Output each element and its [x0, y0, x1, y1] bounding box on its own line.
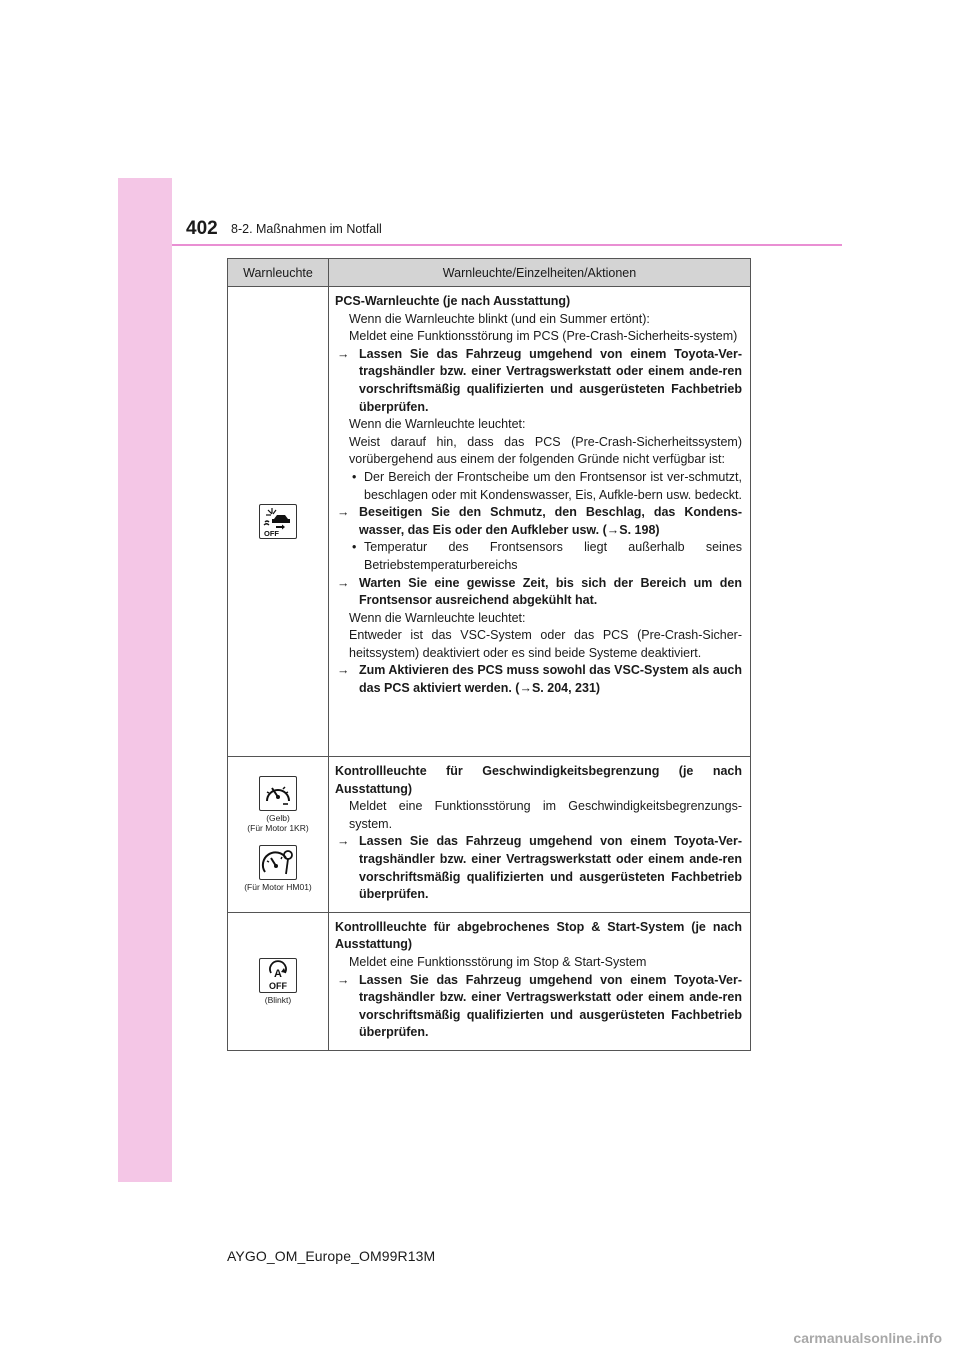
side-color-band	[118, 178, 172, 1182]
icon-cell	[228, 287, 329, 757]
icon-caption: (Gelb)	[266, 813, 290, 824]
footer-document-code: AYGO_OM_Europe_OM99R13M	[227, 1248, 436, 1264]
bullet-item: • Temperatur des Frontsensors liegt außerhalb seines Betriebstemperaturbereichs	[335, 539, 742, 574]
table-row	[228, 287, 751, 757]
bullet-icon: •	[352, 469, 357, 484]
paragraph-title: Kontrollleuchte für Geschwindigkeitsbegrenzung (je nach Ausstattung)	[335, 764, 742, 796]
stop-start-letter: A	[274, 967, 282, 980]
action-item: → Lassen Sie das Fahrzeug umgehend von einem Toyota-Ver-tragshändler bzw. einer Vertragswerkstatt oder einem ande-ren vorschriftsmäßig qualifizierten und ausgerüsteten Fachbetrieb überprüfen.	[337, 834, 742, 902]
paragraph: Meldet eine Funktionsstörung im Geschwindigkeitsbegrenzungs-system.	[349, 799, 742, 831]
paragraph: Wenn die Warnleuchte blinkt (und ein Summer ertönt):	[349, 311, 650, 326]
pcs-off-label: OFF	[264, 529, 279, 538]
paragraph-title: PCS-Warnleuchte (je nach Ausstattung)	[335, 294, 571, 308]
table-header-row	[228, 259, 751, 287]
speed-limiter-warning-icon	[259, 776, 297, 811]
action-item: → Zum Aktivieren des PCS muss sowohl das VSC-System als auch das PCS aktiviert werden. (→S. 204, 231)	[337, 663, 742, 696]
paragraph: Weist darauf hin, dass das PCS (Pre-Crash-Sicherheitssystem) vorübergehend aus einem der folgenden Gründe nicht verfügbar ist:	[349, 434, 742, 467]
arrow-icon: →	[337, 346, 350, 361]
pcs-off-warning-icon	[259, 504, 297, 539]
table-row	[228, 757, 751, 913]
description-cell	[329, 757, 751, 913]
paragraph: Meldet eine Funktionsstörung im Stop & Start-System	[349, 954, 647, 969]
icon-cell	[228, 757, 329, 913]
table-row	[228, 912, 751, 1050]
icon-caption: (Für Motor 1KR)	[247, 822, 309, 833]
description-cell	[329, 912, 751, 1050]
paragraph: Wenn die Warnleuchte leuchtet:	[349, 610, 526, 625]
arrow-icon: →	[337, 972, 350, 987]
watermark: carmanualsonline.info	[793, 1330, 942, 1346]
paragraph: Entweder ist das VSC-System oder das PCS (Pre-Crash-Sicher-heitssystem) deaktiviert oder es sind beide Systeme deaktiviert.	[349, 628, 742, 660]
icon-caption: (Für Motor HM01)	[244, 882, 312, 893]
action-item: → Beseitigen Sie den Schmutz, den Beschlag, das Kondens-wasser, das Eis oder den Aufkleber usw. (→S. 198)	[337, 505, 742, 537]
stop-start-off-icon	[259, 958, 297, 993]
arrow-icon: →	[337, 505, 350, 520]
section-title: 8-2. Maßnahmen im Notfall	[231, 222, 382, 236]
paragraph: Meldet eine Funktionsstörung im PCS (Pre-Crash-Sicherheits-system)	[349, 329, 738, 344]
action-item: → Warten Sie eine gewisse Zeit, bis sich der Bereich um den Frontsensor ausreichend abgekühlt hat.	[337, 575, 742, 608]
action-item: → Lassen Sie das Fahrzeug umgehend von einem Toyota-Ver-tragshändler bzw. einer Vertragswerkstatt oder einem ande-ren vorschriftsmäßig qualifizierten und ausgerüsteten Fachbetrieb überprüfen.	[337, 972, 742, 1040]
arrow-icon: →	[337, 575, 350, 590]
page-number: 402	[186, 218, 218, 239]
description-cell	[329, 287, 751, 757]
arrow-icon: →	[337, 834, 350, 849]
column-header-details: Warnleuchte/Einzelheiten/Aktionen	[329, 259, 751, 287]
column-header-warnleuchte: Warnleuchte	[228, 259, 329, 287]
paragraph-title: Kontrollleuchte für abgebrochenes Stop & Start-System (je nach Ausstattung)	[335, 919, 742, 952]
speed-limiter-hm01-icon	[259, 845, 297, 880]
icon-cell	[228, 912, 329, 1050]
header-rule	[172, 244, 842, 246]
stop-start-off-label: OFF	[269, 980, 287, 991]
action-item: → Lassen Sie das Fahrzeug umgehend von einem Toyota-Ver-tragshändler bzw. einer Vertragswerkstatt oder einem ande-ren vorschriftsmäßig qualifizierten und ausgerüsteten Fachbetrieb überprüfen.	[337, 346, 742, 414]
paragraph: Wenn die Warnleuchte leuchtet:	[349, 417, 526, 432]
warning-light-table	[227, 258, 751, 1051]
bullet-item: • Der Bereich der Frontscheibe um den Frontsensor ist ver-schmutzt, beschlagen oder mit Kondenswasser, Eis, Aufkle-bern usw. bedeckt.	[335, 469, 742, 504]
bullet-icon: •	[352, 540, 357, 555]
arrow-icon: →	[337, 663, 350, 678]
icon-caption: (Blinkt)	[264, 994, 292, 1005]
